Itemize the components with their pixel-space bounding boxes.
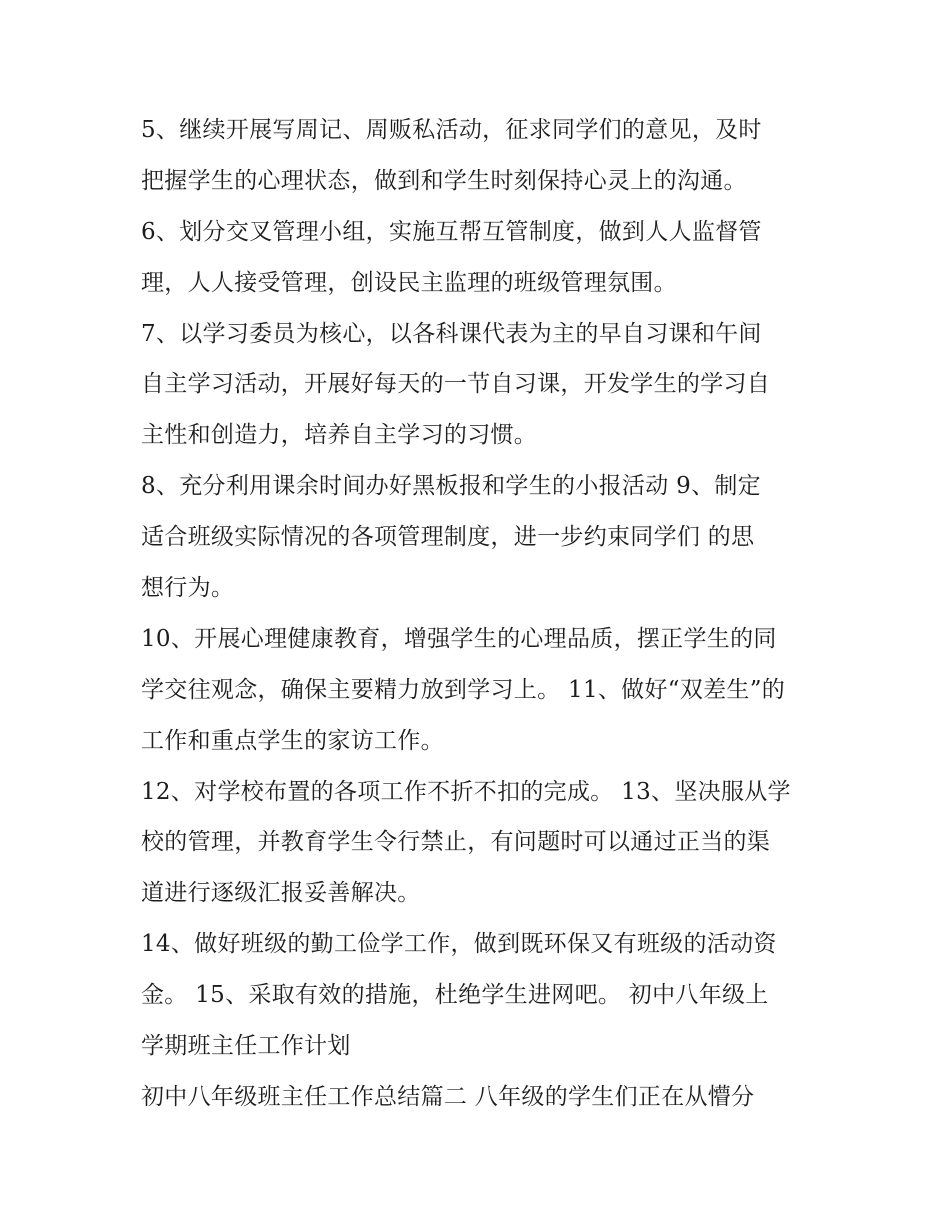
text-line: 学期班主任工作计划	[141, 1033, 351, 1060]
text-line: 14、做好班级的勤工俭学工作，做到既环保又有班级的活动资	[141, 931, 777, 958]
text-line: 6、划分交叉管理小组，实施互帮互管制度，做到人人监督管	[141, 218, 762, 245]
text-line: 把握学生的心理状态，做到和学生时刻保持心灵上的沟通。	[141, 167, 747, 194]
text-line: 想行为。	[141, 575, 235, 602]
text-line: 工作和重点学生的家访工作。	[141, 727, 444, 754]
text-line: 学交往观念，确保主要精力放到学习上。 11、做好“双差生”的	[141, 676, 786, 703]
text-body	[141, 105, 841, 1123]
text-line: 适合班级实际情况的各项管理制度，进一步约束同学们 的思	[141, 524, 755, 551]
text-line: 8、充分利用课余时间办好黑板报和学生的小报活动 9、制定	[141, 473, 761, 500]
text-line: 10、开展心理健康教育，增强学生的心理品质，摆正学生的同	[141, 625, 777, 652]
text-line: 5、继续开展写周记、周贩私活动，征求同学们的意见，及时	[141, 117, 762, 143]
text-line: 校的管理，并教育学生令行禁止，有问题时可以通过正当的渠	[141, 829, 771, 856]
text-line: 道进行逐级汇报妥善解决。	[141, 880, 421, 907]
text-line: 金。 15、采取有效的措施，杜绝学生进网吧。 初中八年级上	[141, 982, 769, 1009]
text-line: 初中八年级班主任工作总结篇二 八年级的学生们正在从懵分	[141, 1083, 755, 1110]
text-line: 主性和创造力，培养自主学习的习惯。	[141, 422, 538, 449]
text-line: 自主学习活动，开展好每天的一节自习课，开发学生的学习自	[141, 371, 771, 398]
text-line: 12、对学校布置的各项工作不折不扣的完成。 13、坚决服从学	[141, 778, 791, 805]
text-line: 理，人人接受管理，创设民主监理的班级管理氛围。	[141, 269, 677, 296]
text-line: 7、以学习委员为核心，以各科课代表为主的早自习课和午间	[141, 320, 762, 347]
